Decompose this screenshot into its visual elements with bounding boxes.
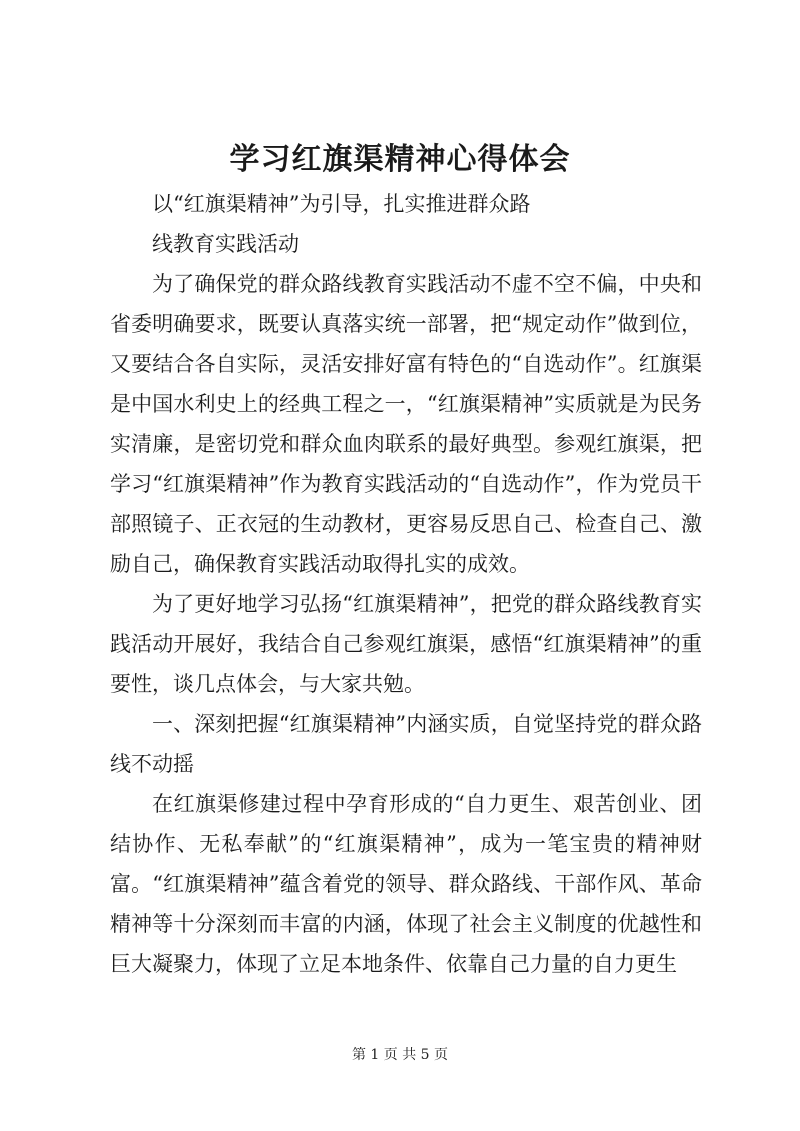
- body-paragraph: 为了更好地学习弘扬“红旗渠精神”，把党的群众路线教育实践活动开展好，我结合自己参观红旗渠，感悟“红旗渠精神”的重要性，谈几点体会，与大家共勉。: [110, 592, 702, 696]
- subtitle-line-1: 以“红旗渠精神”为引导，扎实推进群众路: [152, 192, 531, 216]
- document-body: [110, 184, 702, 984]
- section-heading: 一、深刻把握“红旗渠精神”内涵实质，自觉坚持党的群众路线不动摇: [110, 712, 702, 776]
- body-paragraph: 在红旗渠修建过程中孕育形成的“自力更生、艰苦创业、团结协作、无私奉献”的“红旗渠精神”，成为一笔宝贵的精神财富。“红旗渠精神”蕴含着党的领导、群众路线、干部作风、革命精神等十分深刻而丰富的内涵，体现了社会主义制度的优越性和巨大凝聚力，体现了立足本地条件、依靠自己力量的自力更生: [110, 792, 702, 976]
- document-title: 学习红旗渠精神心得体会: [229, 142, 571, 177]
- subtitle-line-2: 线教育实践活动: [152, 232, 299, 256]
- page-number: 第 1 页 共 5 页: [351, 1047, 449, 1063]
- body-paragraph: 为了确保党的群众路线教育实践活动不虚不空不偏，中央和省委明确要求，既要认真落实统一部署，把“规定动作”做到位，又要结合各自实际，灵活安排好富有特色的“自选动作”。红旗渠是中国水利史上的经典工程之一，“红旗渠精神”实质就是为民务实清廉，是密切党和群众血肉联系的最好典型。参观红旗渠，把学习“红旗渠精神”作为教育实践活动的“自选动作”，作为党员干部照镜子、正衣冠的生动教材，更容易反思自己、检查自己、激励自己，确保教育实践活动取得扎实的成效。: [110, 272, 702, 576]
